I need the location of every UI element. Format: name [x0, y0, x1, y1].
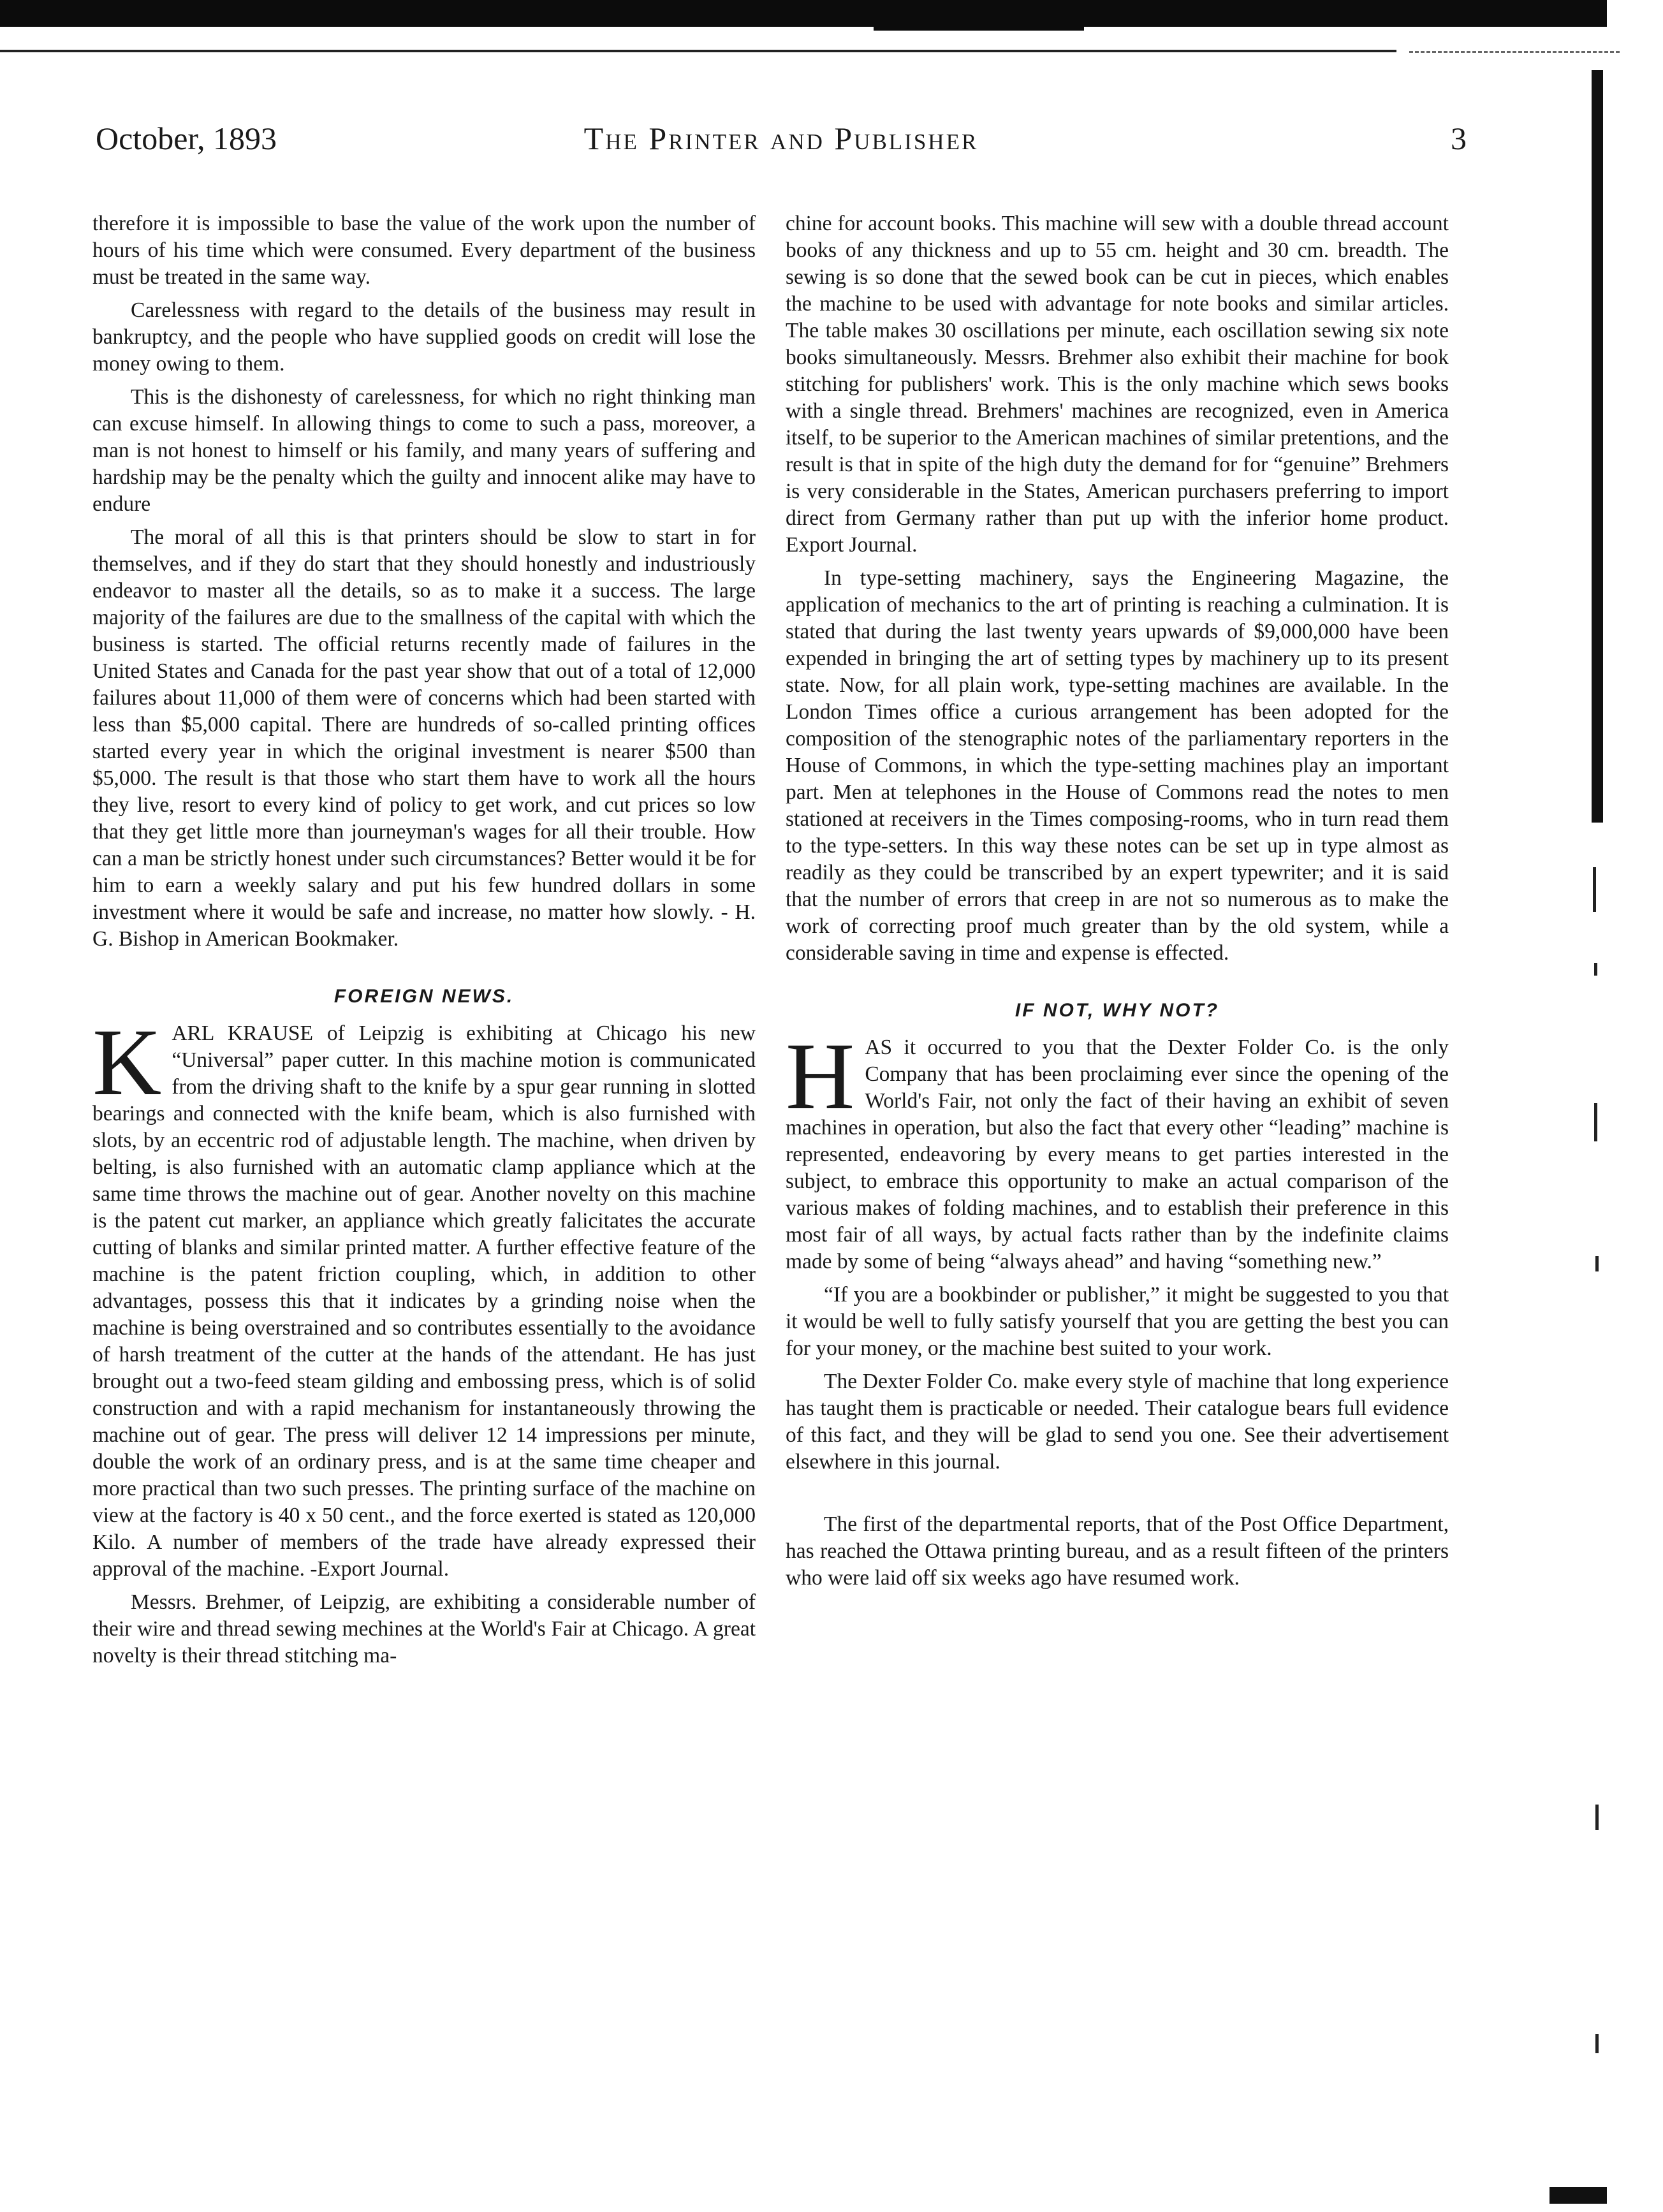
- spine-mark: [1595, 2034, 1599, 2053]
- spine-shadow: [1592, 70, 1603, 823]
- page-spine: [1588, 70, 1609, 2174]
- if-not-paragraph: “If you are a bookbinder or publisher,” it might be suggested to you that it would be well to fully satisfy yourself that you are getting the best you can for your money, or the machine best suited to your work.: [786, 1283, 1449, 1360]
- spine-mark: [1594, 1103, 1597, 1141]
- spine-mark: [1595, 1805, 1599, 1830]
- top-scan-notch: [874, 19, 1084, 31]
- if-not-heading: IF NOT, WHY NOT?: [1015, 1000, 1220, 1021]
- top-scan-bar: [0, 0, 1607, 27]
- article-paragraph: therefore it is impossible to base the value of the work upon the number of hours of his time which were consumed. Every department of the business must be treated in the same way.: [92, 212, 756, 289]
- brehmer-paragraph: Messrs. Brehmer, of Leipzig, are exhibiting a considerable number of their wire and thread sewing mechines at the World's Fair at Chicago. A great novelty is their thread stitching ma-: [92, 1590, 756, 1667]
- left-column: [92, 210, 756, 1676]
- section-break: [786, 1482, 1449, 1511]
- foreign-news-heading: FOREIGN NEWS.: [333, 986, 515, 1007]
- bottom-scan-mark: [1549, 2187, 1607, 2204]
- article-paragraph: The moral of all this is that printers should be slow to start in for themselves, and if they do start that they should honestly and industriously endeavor to master all the details, so as to make it a success. The large majority of the failures are due to the smallness of the capital with which the business is started. The official returns recently made of failures in the United States and Canada for the past year show that out of a total of 12,000 failures about 11,000 of them were of concerns which had been started with less than $5,000 capital. There are hundreds of so-called printing offices started every year in which the original investment is nearer $500 than $5,000. The result is that those who start them have to work all the hours they live, resort to every kind of policy to get work, and cut prices so low that they get little more than journeyman's wages for all their trouble. How can a man be strictly honest under such circumstances? Better would it be for him to earn a weekly salary and put his few hundred dollars in some investment where it would be safe and increase, no matter how slowly. - H. G. Bishop in American Bookmaker.: [92, 525, 756, 951]
- spine-mark: [1594, 963, 1597, 976]
- foreign-news-lead-text: ARL KRAUSE of Leipzig is exhibiting at Chicago his new “Universal” paper cutter. In this machine motion is communicated from the driving shaft to the knife by a spur gear running in slotted bearings and connected with the knife beam, which is also furnished with slots, by an eccentric rod of adjustable length. The machine, when driven by belting, is also furnished with an automatic clamp appliance which at the same time throws the machine out of gear. Another novelty on this machine is the patent cut marker, an appliance which greatly falicitates the accurate cutting of blanks and similar printed matter. A further effective feature of the machine is the patent friction coupling, which, in addition to other advantages, possess this that it indicates by a grinding noise when the machine is being overstrained and so contributes essentially to the avoidance of harsh treatment of the cutter at the hands of the attendant. He has just brought out a two-feed steam gilding and embossing press, which is of solid construction and with a rapid mechanism for instantaneously throwing the machine out of gear. The press will deliver 12 14 impressions per minute, double the work of an ordinary press, and is at the same time cheaper and more practical than two such presses. The printing surface of the machine on view at the factory is 40 x 50 cent., and the force exerted is stated as 120,000 Kilo. A number of members of the trade have already expressed their approval of the machine. -Export Journal.: [92, 1022, 756, 1581]
- if-not-lead: [786, 1023, 1449, 1275]
- article-paragraph: This is the dishonesty of carelessness, for which no right thinking man can excuse himself. In allowing things to come to such a pass, moreover, a man is not honest to himself or his family, and many years of suffering and hardship may be the penalty which the guilty and innocent alike may have to endure: [92, 385, 756, 516]
- top-rule-faint: [1409, 51, 1620, 53]
- if-not-paragraph: The Dexter Folder Co. make every style of machine that long experience has taught them is practicable or needed. Their catalogue bears full evidence of this fact, and they will be glad to send you one. See their advertisement elsewhere in this journal.: [786, 1370, 1449, 1474]
- spine-mark: [1595, 1256, 1599, 1271]
- top-rule: [0, 50, 1396, 52]
- post-office-paragraph: The first of the departmental reports, that of the Post Office Department, has reached the Ottawa printing bureau, and as a result fifteen of the printers who were laid off six weeks ago have resumed work.: [786, 1513, 1449, 1590]
- publication-title: The Printer and Publisher: [583, 121, 979, 156]
- right-column: [786, 210, 1449, 1598]
- foreign-news-lead: [92, 1009, 756, 1583]
- dropcap-k: K: [92, 1009, 162, 1115]
- page-number: 3: [1451, 121, 1467, 156]
- if-not-lead-text: AS it occurred to you that the Dexter Folder Co. is the only Company that has been proclaiming ever since the opening of the World's Fair, not only the fact of their having an exhibit of seven machines in operation, but also the fact that every other “leading” machine is represented, endeavoring by every means to get parties interested in the subject, to embrace this opportunity to make an actual comparison of the various makes of folding machines, and to establish their preference in this most fair of all ways, by actual facts rather than by the indefinite claims made by some of being “always ahead” and having “something new.”: [786, 1036, 1449, 1273]
- article-paragraph: Carelessness with regard to the details of the business may result in bankruptcy, and the people who have supplied goods on credit will lose the money owing to them.: [92, 298, 756, 376]
- typesetting-paragraph: In type-setting machinery, says the Engineering Magazine, the application of mechanics to the art of printing is reaching a culmination. It is stated that during the last twenty years upwards of $9,000,000 have been expended in bringing the art of setting types by machinery up to its present state. Now, for all plain work, type-setting machines are available. In the London Times office a curious arrangement has been adopted for the composition of the stenographic notes of the parliamentary reporters in the House of Commons, in which the type-setting machines play an important part. Men at telephones in the House of Commons read the notes to men stationed at receivers in the Times composing-rooms, who in turn read them to the type-setters. In this way these notes can be set up in type almost as readily as they could be transcribed by an expert typewriter; and it is said that the number of errors that creep in are not so numerous as to make the work of correcting proof much greater than by the old system, while a considerable saving in time and expense is effected.: [786, 566, 1449, 965]
- spine-mark: [1593, 867, 1596, 912]
- running-head: [96, 120, 1467, 165]
- dropcap-h: H: [786, 1023, 855, 1129]
- brehmer-continued: chine for account books. This machine will sew with a double thread account books of any thickness and up to 55 cm. height and 30 cm. breadth. The sewing is so done that the sewed book can be cut in pieces, which enables the machine to be used with advantage for note books and similar articles. The table makes 30 oscillations per minute, each oscillation sewing six note books simultaneously. Messrs. Brehmer also exhibit their machine for book stitching for publishers' work. This is the only machine which sews books with a single thread. Brehmers' machines are recognized, even in America itself, to be superior to the American machines of similar pretentions, and the result is that in spite of the high duty the demand for for “genuine” Brehmers is very considerable in the States, American purchasers preferring to import direct from Germany rather than put up with the inferior home product. Export Journal.: [786, 212, 1449, 557]
- issue-date: October, 1893: [96, 121, 277, 156]
